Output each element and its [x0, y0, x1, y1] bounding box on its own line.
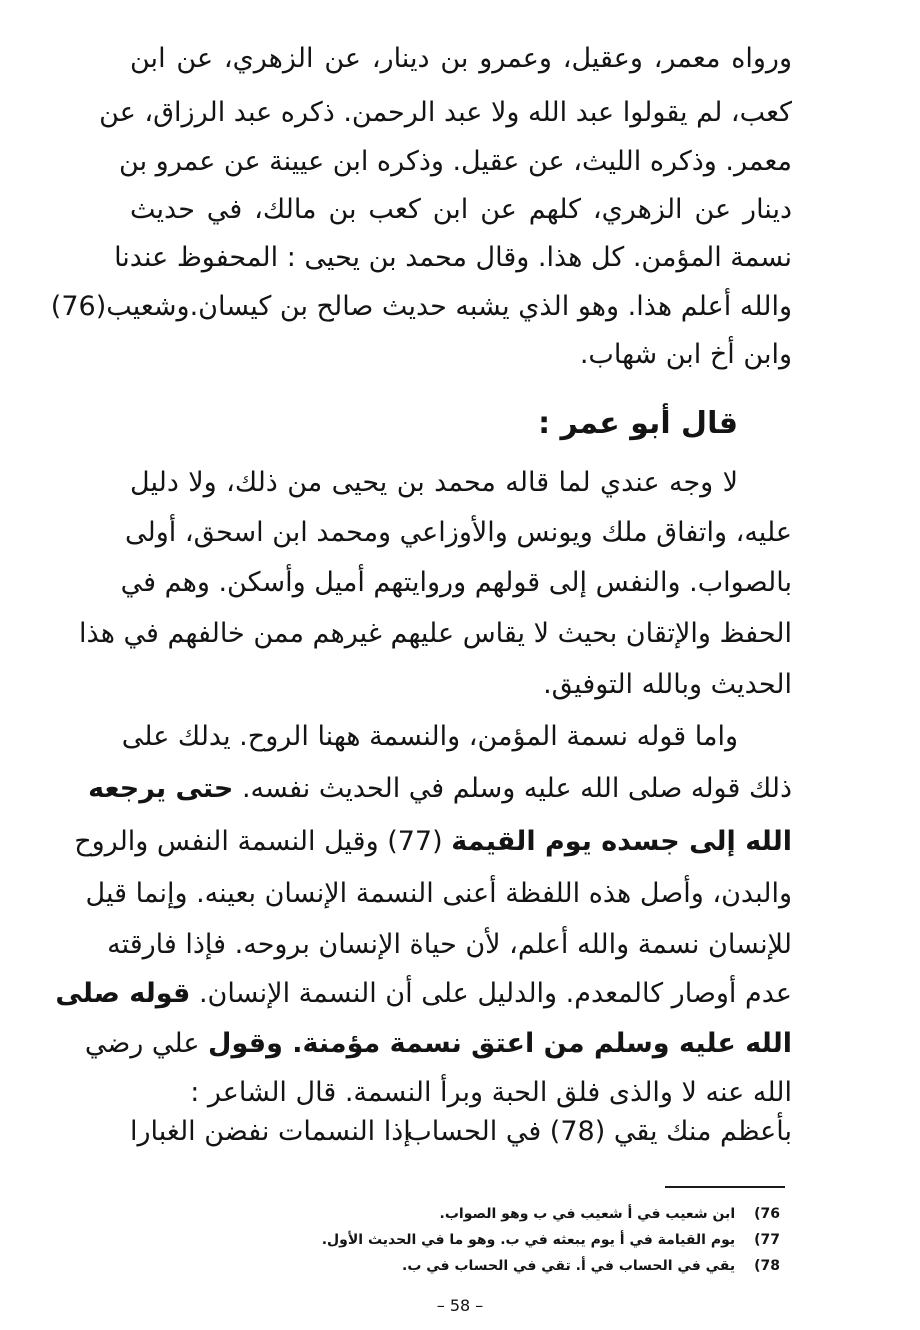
text-line: وابن أخ ابن شهاب. — [579, 339, 792, 370]
text-line: والله أعلم هذا. وهو الذي يشبه حديث صالح بن كيسان.وشعيب(76) — [50, 291, 792, 322]
text-line: الحفظ والإتقان بحيث لا يقاس عليهم غيرهم ممن خالفهم في هذا — [79, 618, 792, 649]
text-line: واما قوله نسمة المؤمن، والنسمة ههنا الروح. يدلك على — [121, 721, 738, 752]
footnote-number: 78) — [754, 1258, 780, 1274]
text-line: دينار عن الزهري، كلهم عن ابن كعب بن مالك، في حديث — [130, 194, 792, 225]
text-span: علي رضي — [84, 1028, 200, 1059]
hadith-quote: الله إلى جسده يوم القيمة — [451, 826, 792, 857]
hadith-quote: الله عليه وسلم من اعتق نسمة مؤمنة. وقول — [208, 1028, 792, 1059]
text-line — [84, 1027, 792, 1061]
text-line: للإنسان نسمة والله أعلم، لأن حياة الإنسان بروحه. فإذا فارقته — [107, 929, 792, 960]
text-line: بالصواب. والنفس إلى قولهم وروايتهم أميل وأسكن. وهم في — [120, 567, 792, 598]
footnote-text: يوم القيامة في أ يوم يبعثه في ب. وهو ما في الحديث الأول. — [321, 1232, 736, 1248]
text-line: لا وجه عندي لما قاله محمد بن يحيى من ذلك، ولا دليل — [130, 467, 738, 498]
text-line — [74, 825, 792, 859]
section-heading: قال أبو عمر : — [538, 406, 738, 441]
footnote — [130, 1258, 780, 1274]
text-line: الله عنه لا والذى فلق الحبة وبرأ النسمة. قال الشاعر : — [190, 1077, 792, 1108]
text-line — [55, 977, 792, 1011]
footnote-text: يقي في الحساب في أ. تقي في الحساب في ب. — [402, 1258, 736, 1274]
text-line: الحديث وبالله التوفيق. — [543, 669, 792, 700]
text-line: ورواه معمر، وعقيل، وعمرو بن دينار، عن الزهري، عن ابن — [130, 43, 792, 74]
footnote — [130, 1206, 780, 1222]
text-span: (77) وقيل النسمة النفس والروح — [74, 826, 443, 857]
footnote-number: 76) — [754, 1206, 780, 1222]
footnote — [130, 1232, 780, 1248]
text-span: ذلك قوله صلى الله عليه وسلم في الحديث نفسه. — [241, 773, 792, 804]
verse-first-hemistich: بأعظم منك يقي (78) في الحساب — [406, 1116, 792, 1147]
footnote-divider — [665, 1186, 785, 1188]
page-number: – 58 – — [436, 1296, 484, 1315]
text-span: عدم أوصار كالمعدم. والدليل على أن النسمة الإنسان. — [198, 978, 792, 1009]
text-line: كعب، لم يقولوا عبد الله ولا عبد الرحمن. ذكره عبد الرزاق، عن — [99, 97, 792, 128]
footnote-number: 77) — [754, 1232, 780, 1248]
text-line: والبدن، وأصل هذه اللفظة أعنى النسمة الإنسان بعينه. وإنما قيل — [85, 878, 792, 909]
text-line: نسمة المؤمن. كل هذا. وقال محمد بن يحيى : المحفوظ عندنا — [114, 242, 792, 273]
verse-second-hemistich: إذا النسمات نفضن الغبارا — [130, 1116, 411, 1147]
footnote-text: ابن شعيب في أ شعيب في ب وهو الصواب. — [439, 1206, 736, 1222]
text-line: معمر. وذكره الليث، عن عقيل. وذكره ابن عيينة عن عمرو بن — [119, 146, 792, 177]
hadith-quote: قوله صلى — [55, 978, 191, 1009]
poetry-verse — [130, 1116, 792, 1156]
text-line — [88, 772, 792, 806]
hadith-quote: حتى يرجعه — [88, 773, 234, 804]
text-line: عليه، واتفاق ملك ويونس والأوزاعي ومحمد ابن اسحق، أولى — [125, 517, 792, 548]
